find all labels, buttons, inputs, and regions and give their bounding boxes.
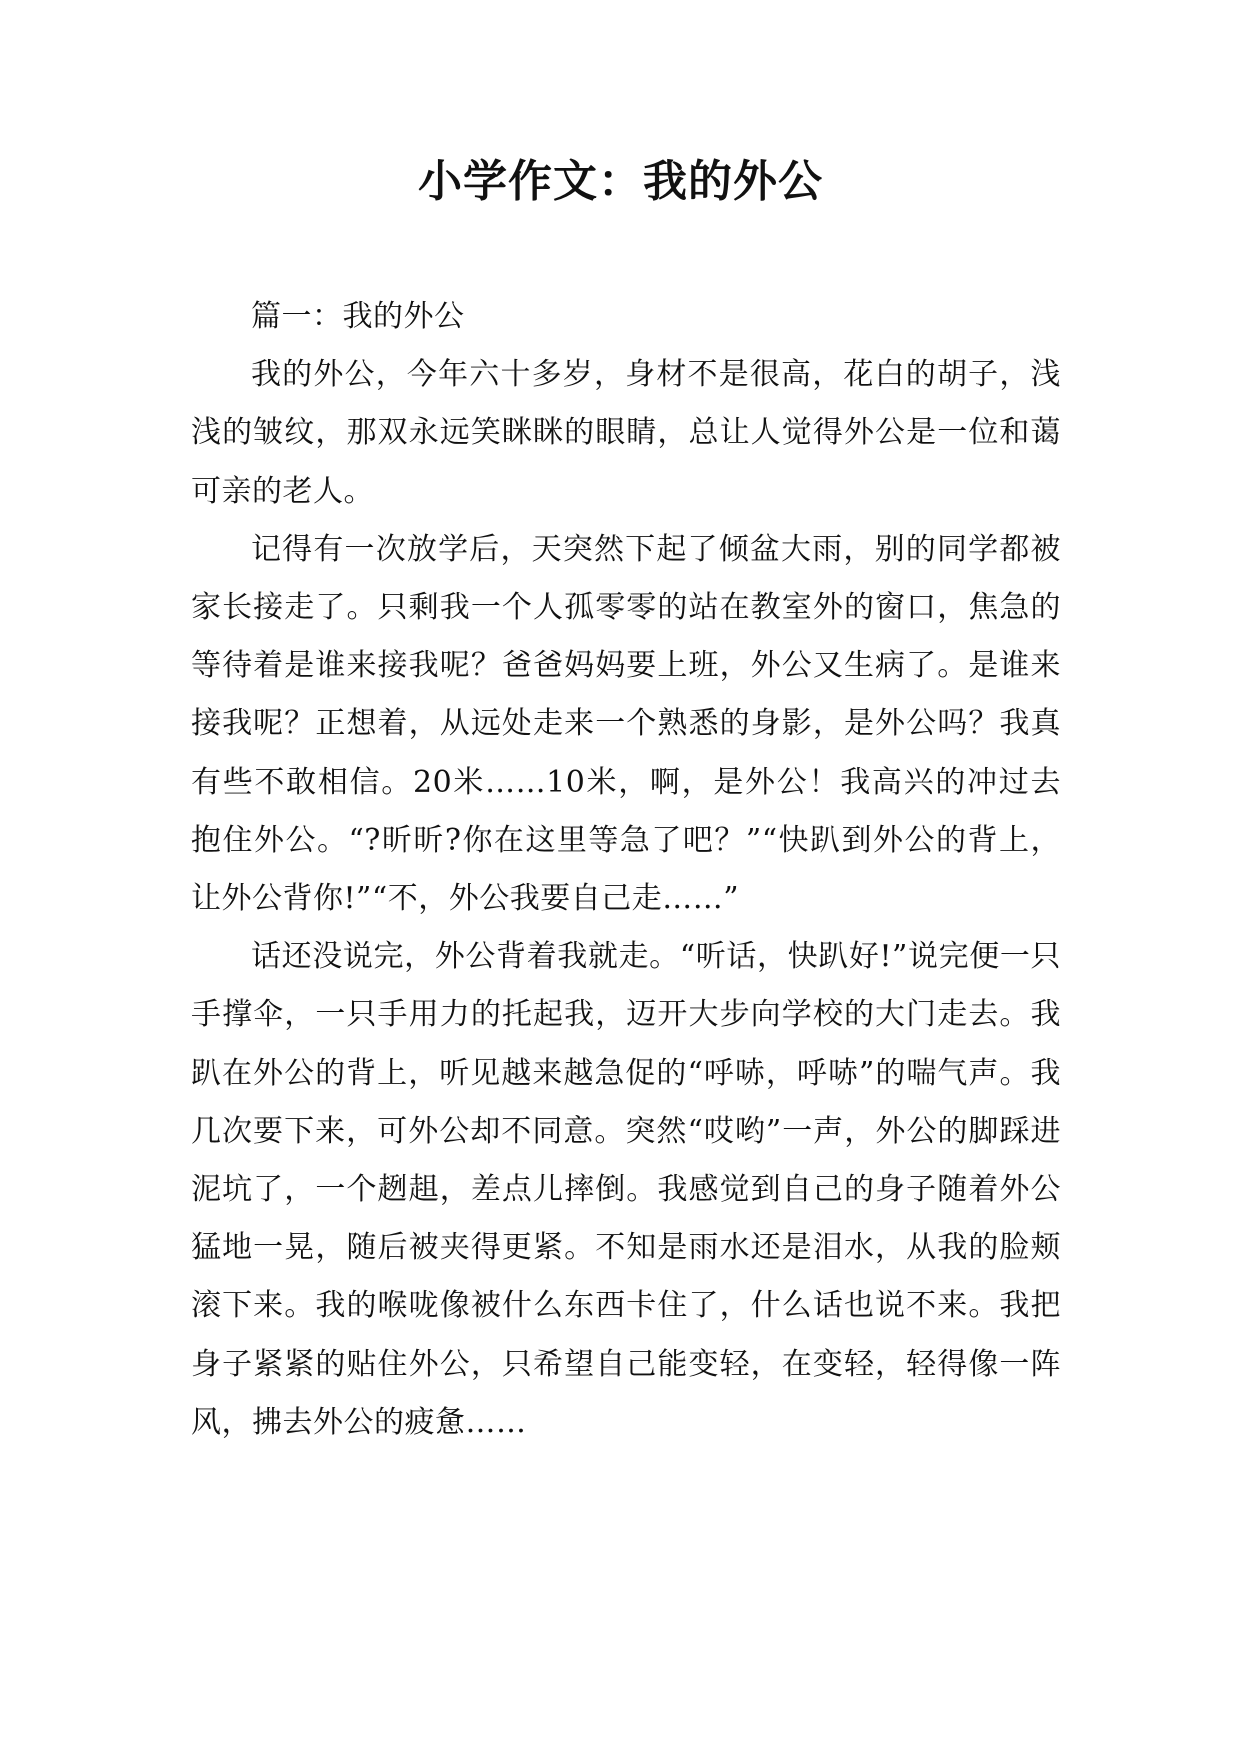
paragraph-2: 记得有一次放学后，天突然下起了倾盆大雨，别的同学都被家长接走了。只剩我一个人孤零零的站在教室外的窗口，焦急的等待着是谁来接我呢？爸爸妈妈要上班，外公又生病了。是谁来接我呢？正想着，从远处走来一个熟悉的身影，是外公吗？我真有些不敢相信。20米……10米，啊，是外公！我高兴的冲过去抱住外公。“?昕昕?你在这里等急了吧？”“快趴到外公的背上，让外公背你!”“不，外公我要自己走……” xyxy=(191,531,1061,917)
paragraph-3: 话还没说完，外公背着我就走。“听话，快趴好!”说完便一只手撑伞，一只手用力的托起我，迈开大步向学校的大门走去。我趴在外公的背上，听见越来越急促的“呼哧，呼哧”的喘气声。我几次要下来，可外公却不同意。突然“哎哟”一声，外公的脚踩进泥坑了，一个趔趄，差点儿摔倒。我感觉到自己的身子随着外公猛地一晃，随后被夹得更紧。不知是雨水还是泪水，从我的脸颊滚下来。我的喉咙像被什么东西卡住了，什么话也说不来。我把身子紧紧的贴住外公，只希望自己能变轻，在变轻，轻得像一阵风，拂去外公的疲惫…… xyxy=(191,939,1061,1440)
paragraph-subtitle: 篇一：我的外公 xyxy=(251,299,465,334)
paragraph-1: 我的外公，今年六十多岁，身材不是很高，花白的胡子，浅浅的皱纹，那双永远笑眯眯的眼睛，总让人觉得外公是一位和蔼可亲的老人。 xyxy=(191,357,1061,509)
document-body xyxy=(191,288,1061,1452)
document-title: 小学作文：我的外公 xyxy=(418,156,823,207)
